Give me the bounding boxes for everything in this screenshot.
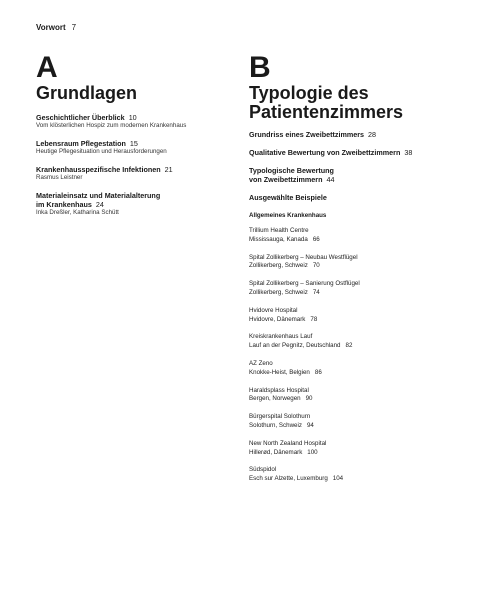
example-place: Hvidovre, Dänemark 78 [249, 315, 318, 323]
toc-entry[interactable] [249, 148, 449, 157]
toc-entry-author: Inka Dreßler, Katharina Schütt [36, 209, 119, 216]
page-number: 78 [310, 315, 318, 323]
foreword-page: 7 [71, 23, 77, 32]
example-name: New North Zealand Hospital [249, 439, 327, 447]
example-name: Haraldsplass Hospital [249, 386, 309, 394]
example-entry[interactable] [249, 387, 449, 405]
page-number: 10 [128, 113, 137, 122]
section-letter: B [249, 51, 271, 84]
example-name: Hvidovre Hospital [249, 306, 298, 314]
toc-entry-title: Materialeinsatz und Materialalterung im Krankenhaus 24 [36, 191, 161, 209]
toc-entry[interactable] [36, 113, 236, 130]
example-entry[interactable] [249, 466, 449, 484]
page-number: 100 [307, 448, 318, 456]
example-entry[interactable] [249, 254, 449, 272]
page-number: 94 [306, 421, 314, 429]
toc-entry-subtitle: Heutige Pflegesituation und Herausforderungen [36, 148, 167, 155]
foreword-title[interactable]: Vorwort [36, 23, 66, 32]
example-entry[interactable] [249, 280, 449, 298]
section-b [249, 51, 449, 493]
example-place: Zollikerberg, Schweiz 74 [249, 288, 320, 296]
page-number: 66 [312, 235, 320, 243]
example-name: Kreiskrankenhaus Lauf [249, 333, 313, 341]
toc-entry[interactable] [36, 191, 236, 217]
page-number: 28 [368, 130, 377, 139]
page-header [36, 23, 76, 32]
section-title: Grundlagen [36, 83, 138, 103]
example-place: Mississauga, Kanada 66 [249, 235, 320, 243]
example-place: Solothurn, Schweiz 94 [249, 421, 314, 429]
section-a [36, 51, 236, 226]
example-place: Esch sur Alzette, Luxemburg 104 [249, 475, 344, 483]
example-name: Spital Zollikerberg – Neubau Westflügel [249, 253, 358, 261]
example-entry[interactable] [249, 413, 449, 431]
toc-entry-subtitle: Vom klösterlichen Hospiz zum modernen Krankenhaus [36, 122, 187, 129]
toc-entries [249, 130, 449, 484]
examples-subheading: Allgemeines Krankenhaus [249, 212, 327, 219]
page-number: 74 [312, 288, 320, 296]
page-number: 82 [345, 342, 353, 350]
page-number: 21 [164, 165, 173, 174]
section-title: Typologie des Patientenzimmers [249, 83, 404, 122]
page-number: 38 [404, 148, 413, 157]
example-entry[interactable] [249, 227, 449, 245]
page-number: 86 [314, 368, 322, 376]
example-place: Bergen, Norwegen 90 [249, 395, 313, 403]
page-number: 104 [332, 475, 344, 483]
toc-entry-title: Geschichtlicher Überblick 10 [36, 113, 137, 122]
toc-entry-title: Lebensraum Pflegestation 15 [36, 139, 138, 148]
example-entry[interactable] [249, 307, 449, 325]
example-name: Trillium Health Centre [249, 227, 309, 234]
example-name: Südspidol [249, 466, 277, 474]
example-place: Hillerød, Dänemark 100 [249, 448, 318, 456]
toc-entry[interactable] [249, 166, 449, 184]
example-entry[interactable] [249, 360, 449, 378]
toc-entries [36, 113, 236, 217]
toc-entry-title: Qualitative Bewertung von Zweibettzimmern 38 [249, 148, 413, 157]
toc-entry-title: Grundriss eines Zweibettzimmers 28 [249, 130, 377, 139]
toc-entry[interactable] [249, 130, 449, 139]
toc-entry[interactable] [36, 165, 236, 182]
toc-entry-title: Krankenhausspezifische Infektionen 21 [36, 165, 173, 174]
example-name: Spital Zollikerberg – Sanierung Ostflügel [249, 280, 360, 288]
page-number: 24 [95, 200, 104, 209]
example-place: Lauf an der Pegnitz, Deutschland 82 [249, 342, 353, 350]
page-number: 70 [312, 262, 320, 270]
page-number: 44 [326, 175, 335, 184]
page-number: 90 [305, 395, 313, 403]
section-letter: A [36, 51, 58, 84]
examples-heading: Ausgewählte Beispiele [249, 193, 327, 202]
example-place: Zollikerberg, Schweiz 70 [249, 262, 320, 270]
page-number: 15 [129, 139, 138, 148]
example-name: Bürgerspital Solothurn [249, 413, 311, 421]
example-entry[interactable] [249, 333, 449, 351]
toc-entry-author: Rasmus Leistner [36, 174, 83, 181]
toc-entry[interactable] [36, 139, 236, 156]
example-place: Knokke-Heist, Belgien 86 [249, 368, 322, 376]
example-entry[interactable] [249, 440, 449, 458]
example-name: AZ Zeno [249, 359, 273, 367]
toc-entry-title: Typologische Bewertung von Zweibettzimmern 44 [249, 166, 335, 184]
